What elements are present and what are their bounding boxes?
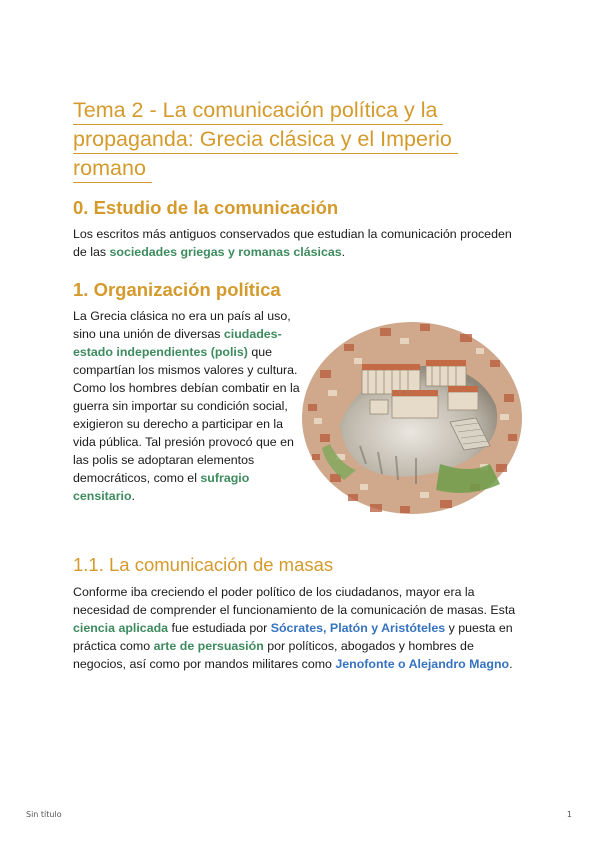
text-run: . (341, 245, 346, 259)
page-title (73, 96, 513, 183)
text-run: Los escritos más antiguos conservados que estudian la comunicación proceden de las (73, 227, 512, 259)
paragraph-organizacion (73, 307, 303, 505)
text-run: por políticos, abogados y hombres de negocios, así como por mandos militares como (73, 639, 474, 671)
highlight-sociedades: sociedades griegas y romanas clásicas (109, 245, 342, 259)
paragraph-estudio (73, 225, 513, 261)
highlight-filosofos: Sócrates, Platón y Aristóteles (270, 621, 446, 635)
highlight-sufragio: sufragio censitario (73, 471, 250, 503)
text-run: Conforme iba creciendo el poder político de los ciudadanos, mayor era la necesidad de comprender el funcionamiento de la comunicación de masas. Esta (73, 585, 516, 617)
text-run: . (131, 489, 135, 503)
section-heading-masas: 1.1. La comunicación de masas (73, 554, 334, 575)
highlight-militares: Jenofonte o Alejandro Magno (335, 657, 510, 671)
title-line-2: propaganda: Grecia clásica y el Imperio (73, 125, 458, 154)
text-run: . (509, 657, 513, 671)
text-run: que compartían los mismos valores y cultura. Como los hombres debían combatir en la guerra sin importar su condición social, exigieron su derecho a participar en la vida pública. Tal presión provocó que en las polis se adoptaran elementos democráticos, como el (73, 345, 300, 485)
footer-document-title: Sin título (26, 810, 62, 819)
paragraph-masas (73, 583, 523, 673)
title-line-1: Tema 2 - La comunicación política y la (73, 96, 443, 125)
text-run: La Grecia clásica no era un país al uso, sino una unión de diversas (73, 309, 291, 341)
acropolis-illustration (300, 314, 528, 520)
text-run: fue estudiada por (168, 621, 271, 635)
highlight-arte-persuasion: arte de persuasión (153, 639, 264, 653)
text-run: y puesta en práctica como (73, 621, 513, 653)
footer-page-number: 1 (566, 810, 572, 819)
title-line-3: romano (73, 154, 152, 183)
highlight-ciudades-estado: ciudades-estado independientes (polis) (73, 327, 282, 359)
section-heading-estudio: 0. Estudio de la comunicación (73, 197, 339, 218)
section-heading-organizacion: 1. Organización política (73, 279, 281, 300)
highlight-ciencia-aplicada: ciencia aplicada (73, 621, 169, 635)
